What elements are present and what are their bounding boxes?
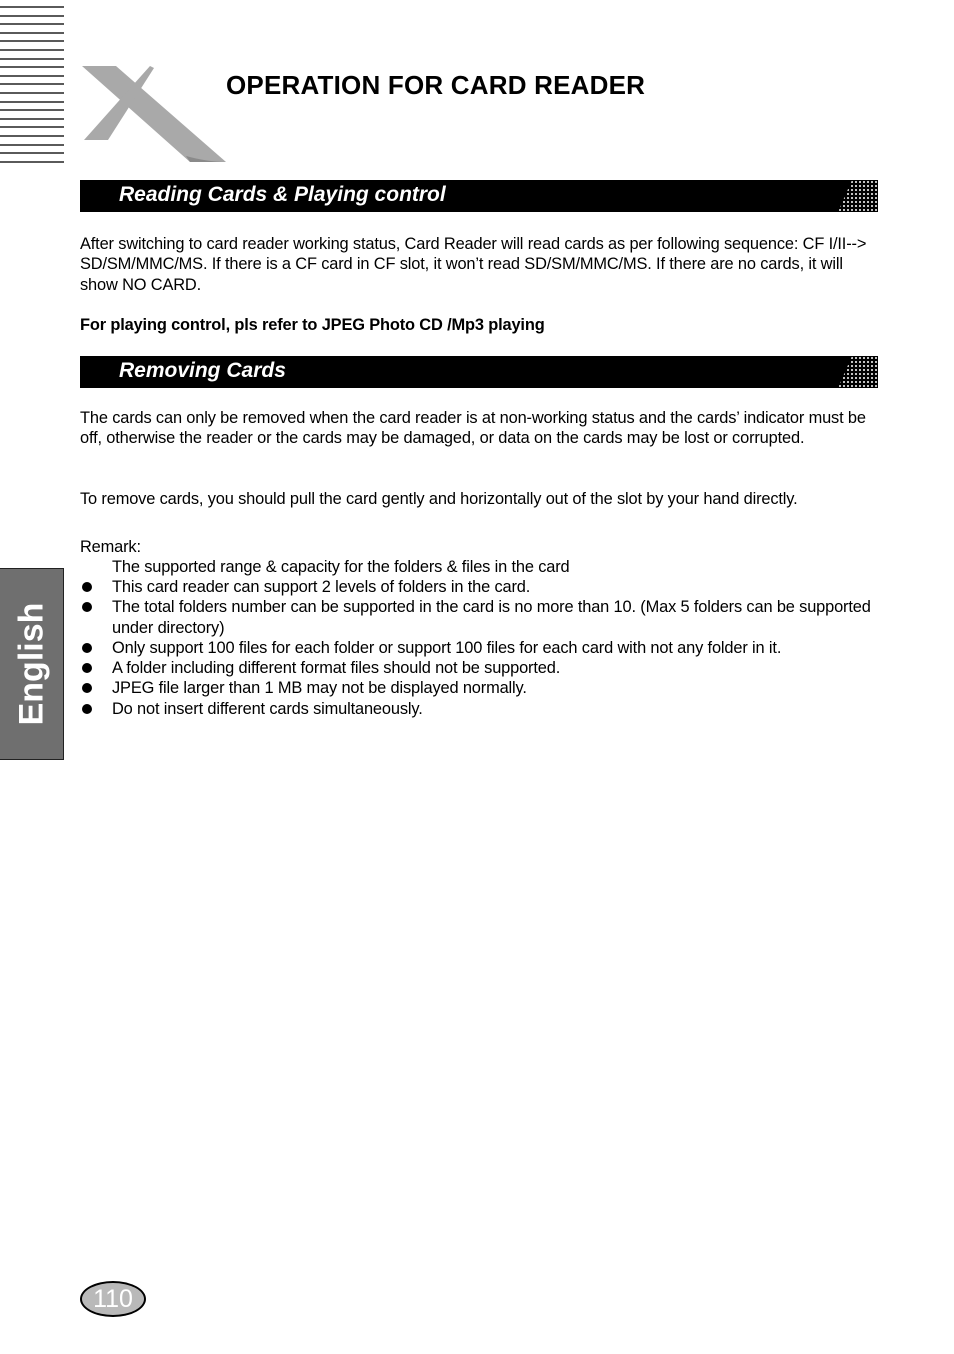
paragraph-playing-control: For playing control, pls refer to JPEG Photo CD /Mp3 playing [80,316,545,334]
remark-list [80,577,880,719]
bullet-dot-icon [82,582,92,592]
section-heading-label: Removing Cards [119,359,286,382]
brand-x-logo [78,58,228,164]
list-item: JPEG file larger than 1 MB may not be displayed normally. [80,678,880,698]
page-title: OPERATION FOR CARD READER [226,70,646,100]
page-number-badge: 110 [80,1281,146,1317]
bullet-dot-icon [82,643,92,653]
remark-label: Remark: [80,538,141,556]
section-heading-removing-cards [80,356,878,388]
language-label: English [12,602,50,726]
paragraph-removal-method: To remove cards, you should pull the card gently and horizontally out of the slot by your hand directly. [80,490,798,508]
section-heading-reading-cards [80,180,878,212]
list-item: This card reader can support 2 levels of folders in the card. [80,577,880,597]
list-item: Only support 100 files for each folder or support 100 files for each card with not any folder in it. [80,638,880,658]
language-side-tab [0,568,64,760]
paragraph-removal-conditions: The cards can only be removed when the card reader is at non-working status and the cards’ indicator must be off, otherwise the reader or the cards may be damaged, or data on the cards may be lost or corrupted. [80,409,866,448]
paragraph-reading-sequence: After switching to card reader working status, Card Reader will read cards as per following sequence: CF I/II--> SD/SM/MMC/MS. If there is a CF card in CF slot, it won’t read SD/SM/MMC/MS. If there are no cards, it will show NO CARD. [80,235,867,294]
bullet-dot-icon [82,663,92,673]
list-item: The total folders number can be supported in the card is no more than 10. (Max 5 folders can be supported under directory) [80,597,880,638]
bullet-dot-icon [82,704,92,714]
section-heading-label: Reading Cards & Playing control [119,183,446,206]
bullet-dot-icon [82,683,92,693]
halftone-dots-icon [838,356,878,388]
bullet-dot-icon [82,602,92,612]
header-stripes [0,6,64,169]
list-item: A folder including different format files should not be supported. [80,658,880,678]
remark-intro: The supported range & capacity for the folders & files in the card [112,558,570,576]
list-item: Do not insert different cards simultaneously. [80,699,880,719]
halftone-dots-icon [838,180,878,212]
